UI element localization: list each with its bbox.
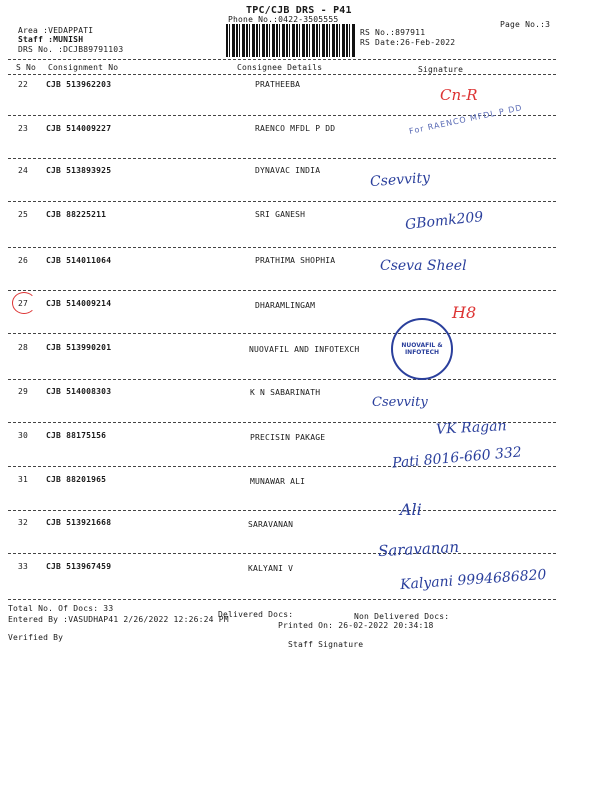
nuovafil-seal: NUOVAFIL & INFOTECH: [391, 318, 453, 380]
signature-row-30: VK Ragan: [435, 418, 507, 438]
column-header-signature: Signature: [418, 65, 464, 74]
header-divider-top: [8, 59, 556, 60]
signature-row-26: Cseva Sheel: [380, 258, 467, 274]
staff-signature: Staff Signature: [288, 640, 364, 649]
total-docs: Total No. Of Docs: 33: [8, 604, 114, 613]
page-number: Page No.:3: [500, 20, 551, 29]
printed-on: Printed On: 26-02-2022 20:34:18: [278, 621, 434, 630]
row-29-consignment: CJB 514008303: [46, 387, 112, 396]
row-divider: [8, 201, 556, 202]
row-31-sno: 31: [18, 475, 29, 484]
drs-number: DRS No. :DCJB89791103: [18, 45, 124, 54]
row-23-consignee: RAENCO MFDL P DD: [255, 124, 336, 133]
row-25-consignee: SRI GANESH: [255, 210, 306, 219]
row-31-consignment: CJB 88201965: [46, 475, 107, 484]
row-25-consignment: CJB 88225211: [46, 210, 107, 219]
row-22-sno: 22: [18, 80, 29, 89]
document-title: TPC/CJB DRS - P41: [246, 5, 352, 16]
row-divider: [8, 599, 556, 600]
row-divider: [8, 333, 556, 334]
column-header-consignment: Consignment No: [48, 63, 119, 72]
row-22-consignee: PRATHEEBA: [255, 80, 301, 89]
column-header-sno: S No: [16, 63, 37, 72]
barcode: [226, 24, 356, 57]
row-32-sno: 32: [18, 518, 29, 527]
row-divider: [8, 553, 556, 554]
signature-row-29: Csevvity: [372, 395, 428, 410]
row-27-consignee: DHARAMLINGAM: [255, 301, 316, 310]
row-24-consignment: CJB 513893925: [46, 166, 112, 175]
row-30-sno: 30: [18, 431, 29, 440]
signature-row-22: Cn-R: [440, 86, 478, 104]
signature-row-33: Saravanan: [377, 537, 460, 561]
row-27-consignment: CJB 514009214: [46, 299, 112, 308]
column-header-consignee: Consignee Details: [237, 63, 323, 72]
row-23-consignment: CJB 514009227: [46, 124, 112, 133]
row-33-sno: 33: [18, 562, 29, 571]
signature-row-31: Pati 8016-660 332: [391, 444, 523, 472]
row-28-consignee: NUOVAFIL AND INFOTEXCH: [249, 345, 360, 354]
row-30-consignee: PRECISIN PAKAGE: [250, 433, 326, 442]
company-rubber-stamp: For RAENCO MFDL P DD: [408, 103, 524, 136]
row-divider: [8, 247, 556, 248]
row-26-sno: 26: [18, 256, 29, 265]
row-30-consignment: CJB 88175156: [46, 431, 107, 440]
row-33-consignee: KALYANI V: [248, 564, 294, 573]
staff-label: Staff :MUNISH: [18, 35, 84, 44]
signature-kalyani: Kalyani 9994686820: [399, 566, 547, 594]
row-32-consignee: SARAVANAN: [248, 520, 294, 529]
header-divider-bottom: [8, 74, 556, 75]
row-25-sno: 25: [18, 210, 29, 219]
signature-row-27: H8: [452, 303, 477, 322]
rs-date: RS Date:26-Feb-2022: [360, 38, 456, 47]
row-24-consignee: DYNAVAC INDIA: [255, 166, 321, 175]
row-29-sno: 29: [18, 387, 29, 396]
row-23-sno: 23: [18, 124, 29, 133]
row-divider: [8, 158, 556, 159]
row-28-sno: 28: [18, 343, 29, 352]
row-24-sno: 24: [18, 166, 29, 175]
row-26-consignee: PRATHIMA SHOPHIA: [255, 256, 336, 265]
row-31-consignee: MUNAWAR ALI: [250, 477, 306, 486]
delivered-docs: Delivered Docs:: [218, 610, 294, 619]
row-22-consignment: CJB 513962203: [46, 80, 112, 89]
row-divider: [8, 510, 556, 511]
row-29-consignee: K N SABARINATH: [250, 388, 321, 397]
row-27-sno: 27: [18, 299, 29, 308]
signature-row-25: GBomk209: [404, 208, 485, 234]
signature-row-32: Ali: [400, 500, 422, 519]
row-26-consignment: CJB 514011064: [46, 256, 112, 265]
row-28-consignment: CJB 513990201: [46, 343, 112, 352]
row-32-consignment: CJB 513921668: [46, 518, 112, 527]
area-label: Area :VEDAPPATI: [18, 26, 94, 35]
phone-number: Phone No.:0422-3505555: [228, 15, 339, 24]
entered-by: Entered By :VASUDHAP41 2/26/2022 12:26:24 PM: [8, 615, 229, 624]
row-33-consignment: CJB 513967459: [46, 562, 112, 571]
verified-by: Verified By: [8, 633, 64, 642]
rs-number: RS No.:897911: [360, 28, 426, 37]
row-divider: [8, 466, 556, 467]
row-divider: [8, 379, 556, 380]
row-divider: [8, 290, 556, 291]
signature-row-24: Csevvity: [369, 169, 431, 191]
non-delivered-docs: Non Delivered Docs:: [354, 612, 450, 621]
